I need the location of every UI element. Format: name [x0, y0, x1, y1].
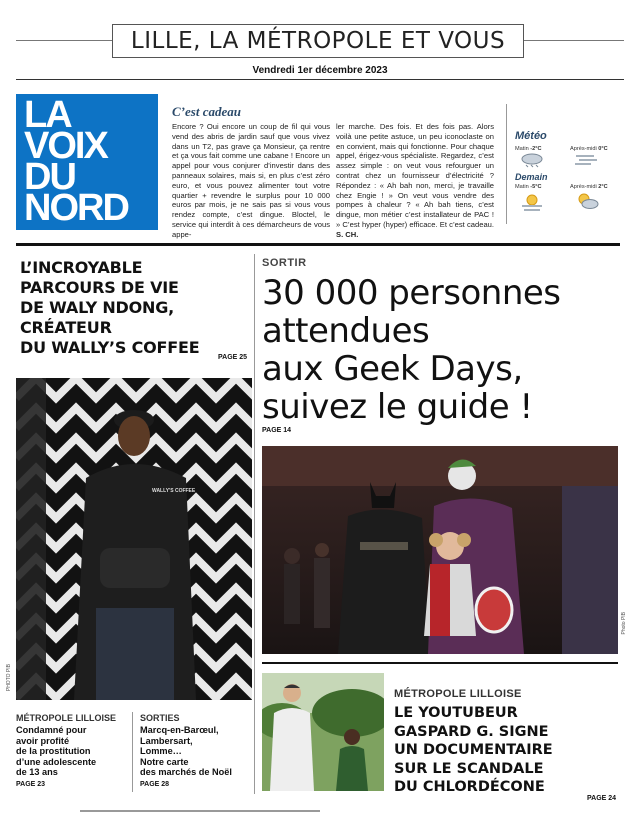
brief-line: Condamné pour: [16, 725, 87, 735]
cloud-snow-icon: [518, 152, 546, 168]
main-story-kicker: SORTIR: [262, 257, 307, 269]
feature-page-ref: PAGE 25: [218, 354, 248, 361]
weather-temp: 0°C: [598, 146, 608, 152]
main-story-page-ref: PAGE 14: [262, 427, 292, 434]
feature-title-line: DU WALLY’S COFFEE: [20, 338, 200, 357]
brief-1[interactable]: [16, 713, 128, 788]
weather-divider: [506, 104, 507, 224]
weather-tomorrow-title: Demain: [515, 172, 548, 182]
secondary-title-line: UN DOCUMENTAIRE: [394, 742, 553, 758]
zigzag-wall-illustration: [16, 378, 252, 700]
cosplay-scene-illustration: [262, 446, 618, 654]
brief-line: Lomme…: [140, 746, 182, 757]
headline-line: aux Geek Days,: [262, 349, 523, 389]
brief-line: de 13 ans: [16, 767, 58, 778]
documentary-photo[interactable]: [262, 673, 384, 791]
secondary-title-line: GASPARD G. SIGNE: [394, 723, 549, 740]
weather-tomorrow-afternoon: [570, 184, 608, 190]
secondary-title-line: SUR LE SCANDALE: [394, 760, 544, 777]
logo-line: NORD: [24, 187, 128, 229]
fog-icon: [573, 152, 599, 166]
brief-line: de la prostitution: [16, 746, 91, 757]
headline-line: 30 000 personnes: [262, 273, 561, 313]
feature-photo-credit: PHOTO PIB: [6, 664, 12, 692]
secondary-title-line: DU CHLORDÉCONE: [394, 779, 545, 795]
brief-kicker: SORTIES: [140, 713, 180, 723]
brief-page-ref: PAGE 23: [16, 780, 46, 788]
column-rule: [254, 254, 255, 794]
feature-photo[interactable]: [16, 378, 252, 700]
secondary-kicker: MÉTROPOLE LILLOISE: [394, 688, 522, 700]
sweater-logo: WALLY'S COFFEE: [152, 488, 196, 494]
logo-line: LA: [24, 94, 71, 136]
weather-label: Après-midi: [570, 146, 597, 152]
weather-tomorrow-morning: [515, 184, 542, 190]
brief-line: Lambersart,: [140, 735, 193, 746]
brief-line: Marcq-en-Barœul,: [140, 725, 219, 735]
story-rule: [262, 662, 618, 664]
weather-label: Après-midi: [570, 184, 597, 190]
geek-days-photo[interactable]: [262, 446, 618, 654]
secondary-title[interactable]: [394, 704, 624, 797]
editorial-column-1: Encore ? Oui encore un coup de fil qui vous vend des abris de jardin sauf que vous vivez dans un T2, pas grave ça Monsieur, ça rentre et ça vous fait comme une cabane ! Encore un appel pour vous conjurer d’investir dans des panneaux solaires, mais si, en plus c’est zéro euro, et vous pouvez alimenter tout votre quartier + revendre le surplus pour 10 000 euros par mois, je ne sais pas si vous vous rendez compte, c’est dingue. Bloctel, le service qui interdit à ces démarcheurs de vous appe-: [172, 122, 330, 239]
secondary-title-line: LE YOUTUBEUR: [394, 705, 518, 721]
sun-fog-icon: [520, 191, 544, 213]
newspaper-logo[interactable]: [16, 94, 158, 230]
weather-label: Matin: [515, 146, 529, 152]
bottom-rule: [80, 810, 320, 812]
brief-kicker: MÉTROPOLE LILLOISE: [16, 713, 117, 723]
editorial-title: C’est cadeau: [172, 104, 241, 119]
section-title: LILLE, LA MÉTROPOLE ET VOUS: [112, 24, 524, 58]
edition-date: Vendredi 1er décembre 2023: [252, 65, 388, 76]
weather-temp: -2°C: [530, 146, 542, 152]
brief-divider: [132, 712, 133, 792]
brief-page-ref: PAGE 28: [140, 780, 170, 788]
weather-label: Matin: [515, 184, 529, 190]
main-headline[interactable]: [262, 274, 632, 426]
feature-title[interactable]: [20, 258, 240, 358]
editorial-signature: S. CH.: [336, 229, 359, 239]
weather-temp: -5°C: [530, 184, 542, 190]
date-rule: [16, 79, 624, 80]
section-rule: [16, 243, 620, 246]
logo-line: VOIX: [24, 125, 107, 167]
brief-line: des marchés de Noël: [140, 767, 232, 778]
outdoor-interview-illustration: [262, 673, 384, 791]
brief-line: Notre carte: [140, 756, 189, 767]
feature-title-line: CRÉATEUR: [20, 318, 112, 337]
sun-cloud-icon: [574, 191, 600, 211]
feature-title-line: L’INCROYABLE: [20, 258, 143, 277]
feature-title-line: PARCOURS DE VIE: [20, 278, 179, 297]
logo-line: DU: [24, 156, 75, 198]
main-photo-credit: Photo PIB: [621, 612, 627, 635]
brief-line: avoir profité: [16, 735, 70, 746]
editorial-text: ler marche. Des fois. Et des fois pas. Alors voilà une petite astuce, un peu iconoclaste on en convient, mais qui fonctionne. Pour chaque appel, érigez-vous spécialiste. Regardez, c’est assez simple : on veut vous refourguer un contrat chez un fournisseur d’électricité ? Répondez : « Ah bah non, merci, je travaille chez Engie ! » On veut vous vendre des pompes à chaleur ? « Ah bah tiens, c’est dingue, mon métier c’est installateur de PAC ! » C’est hyper (hyper) efficace. Et c’est cadeau.: [336, 122, 494, 229]
brief-line: d’une adolescente: [16, 756, 97, 767]
headline-line: attendues: [262, 311, 430, 351]
weather-temp: 2°C: [598, 184, 608, 190]
headline-line: suivez le guide !: [262, 387, 533, 427]
editorial-column-2: [336, 122, 494, 240]
secondary-page-ref: PAGE 24: [587, 795, 617, 802]
brief-2[interactable]: [140, 713, 252, 788]
feature-title-line: DE WALY NDONG,: [20, 298, 175, 317]
weather-title: Météo: [515, 130, 547, 142]
